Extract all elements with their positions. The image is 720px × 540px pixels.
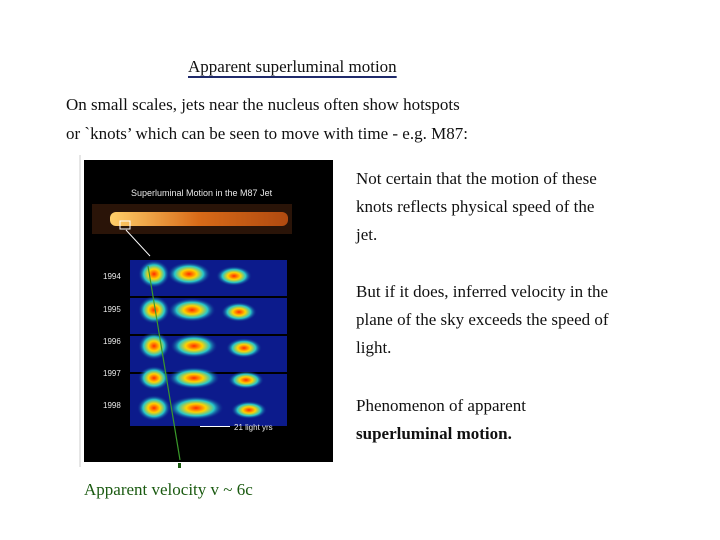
intro-line-1: On small scales, jets near the nucleus often show hotspots (66, 95, 460, 114)
scale-label: 21 light yrs (234, 423, 273, 432)
figure-title: Superluminal Motion in the M87 Jet (131, 188, 273, 198)
year-label: 1995 (103, 305, 121, 314)
figure-border (79, 155, 81, 467)
track-end-marker (178, 463, 181, 468)
point-2: But if it does, inferred velocity in the plane of the sky exceeds the speed of light. (356, 282, 609, 357)
m87-jet-figure (84, 160, 333, 462)
year-label: 1998 (103, 401, 121, 410)
intro-line-2: or `knots’ which can be seen to move with time - e.g. M87: (66, 124, 468, 143)
year-label: 1994 (103, 272, 121, 281)
year-label: 1997 (103, 369, 121, 378)
point-3-emphasis: superluminal motion. (356, 424, 512, 443)
scale-bar (200, 426, 230, 427)
figure-caption: Apparent velocity v ~ 6c (84, 480, 253, 499)
year-label: 1996 (103, 337, 121, 346)
slide-title: Apparent superluminal motion (188, 57, 397, 76)
jet-image (84, 160, 333, 462)
intro-text (66, 90, 468, 148)
point-3-text: Phenomenon of apparent (356, 396, 526, 415)
optical-jet (110, 212, 288, 226)
point-3 (356, 392, 616, 448)
point-1: Not certain that the motion of these knots reflects physical speed of the jet. (356, 169, 597, 244)
